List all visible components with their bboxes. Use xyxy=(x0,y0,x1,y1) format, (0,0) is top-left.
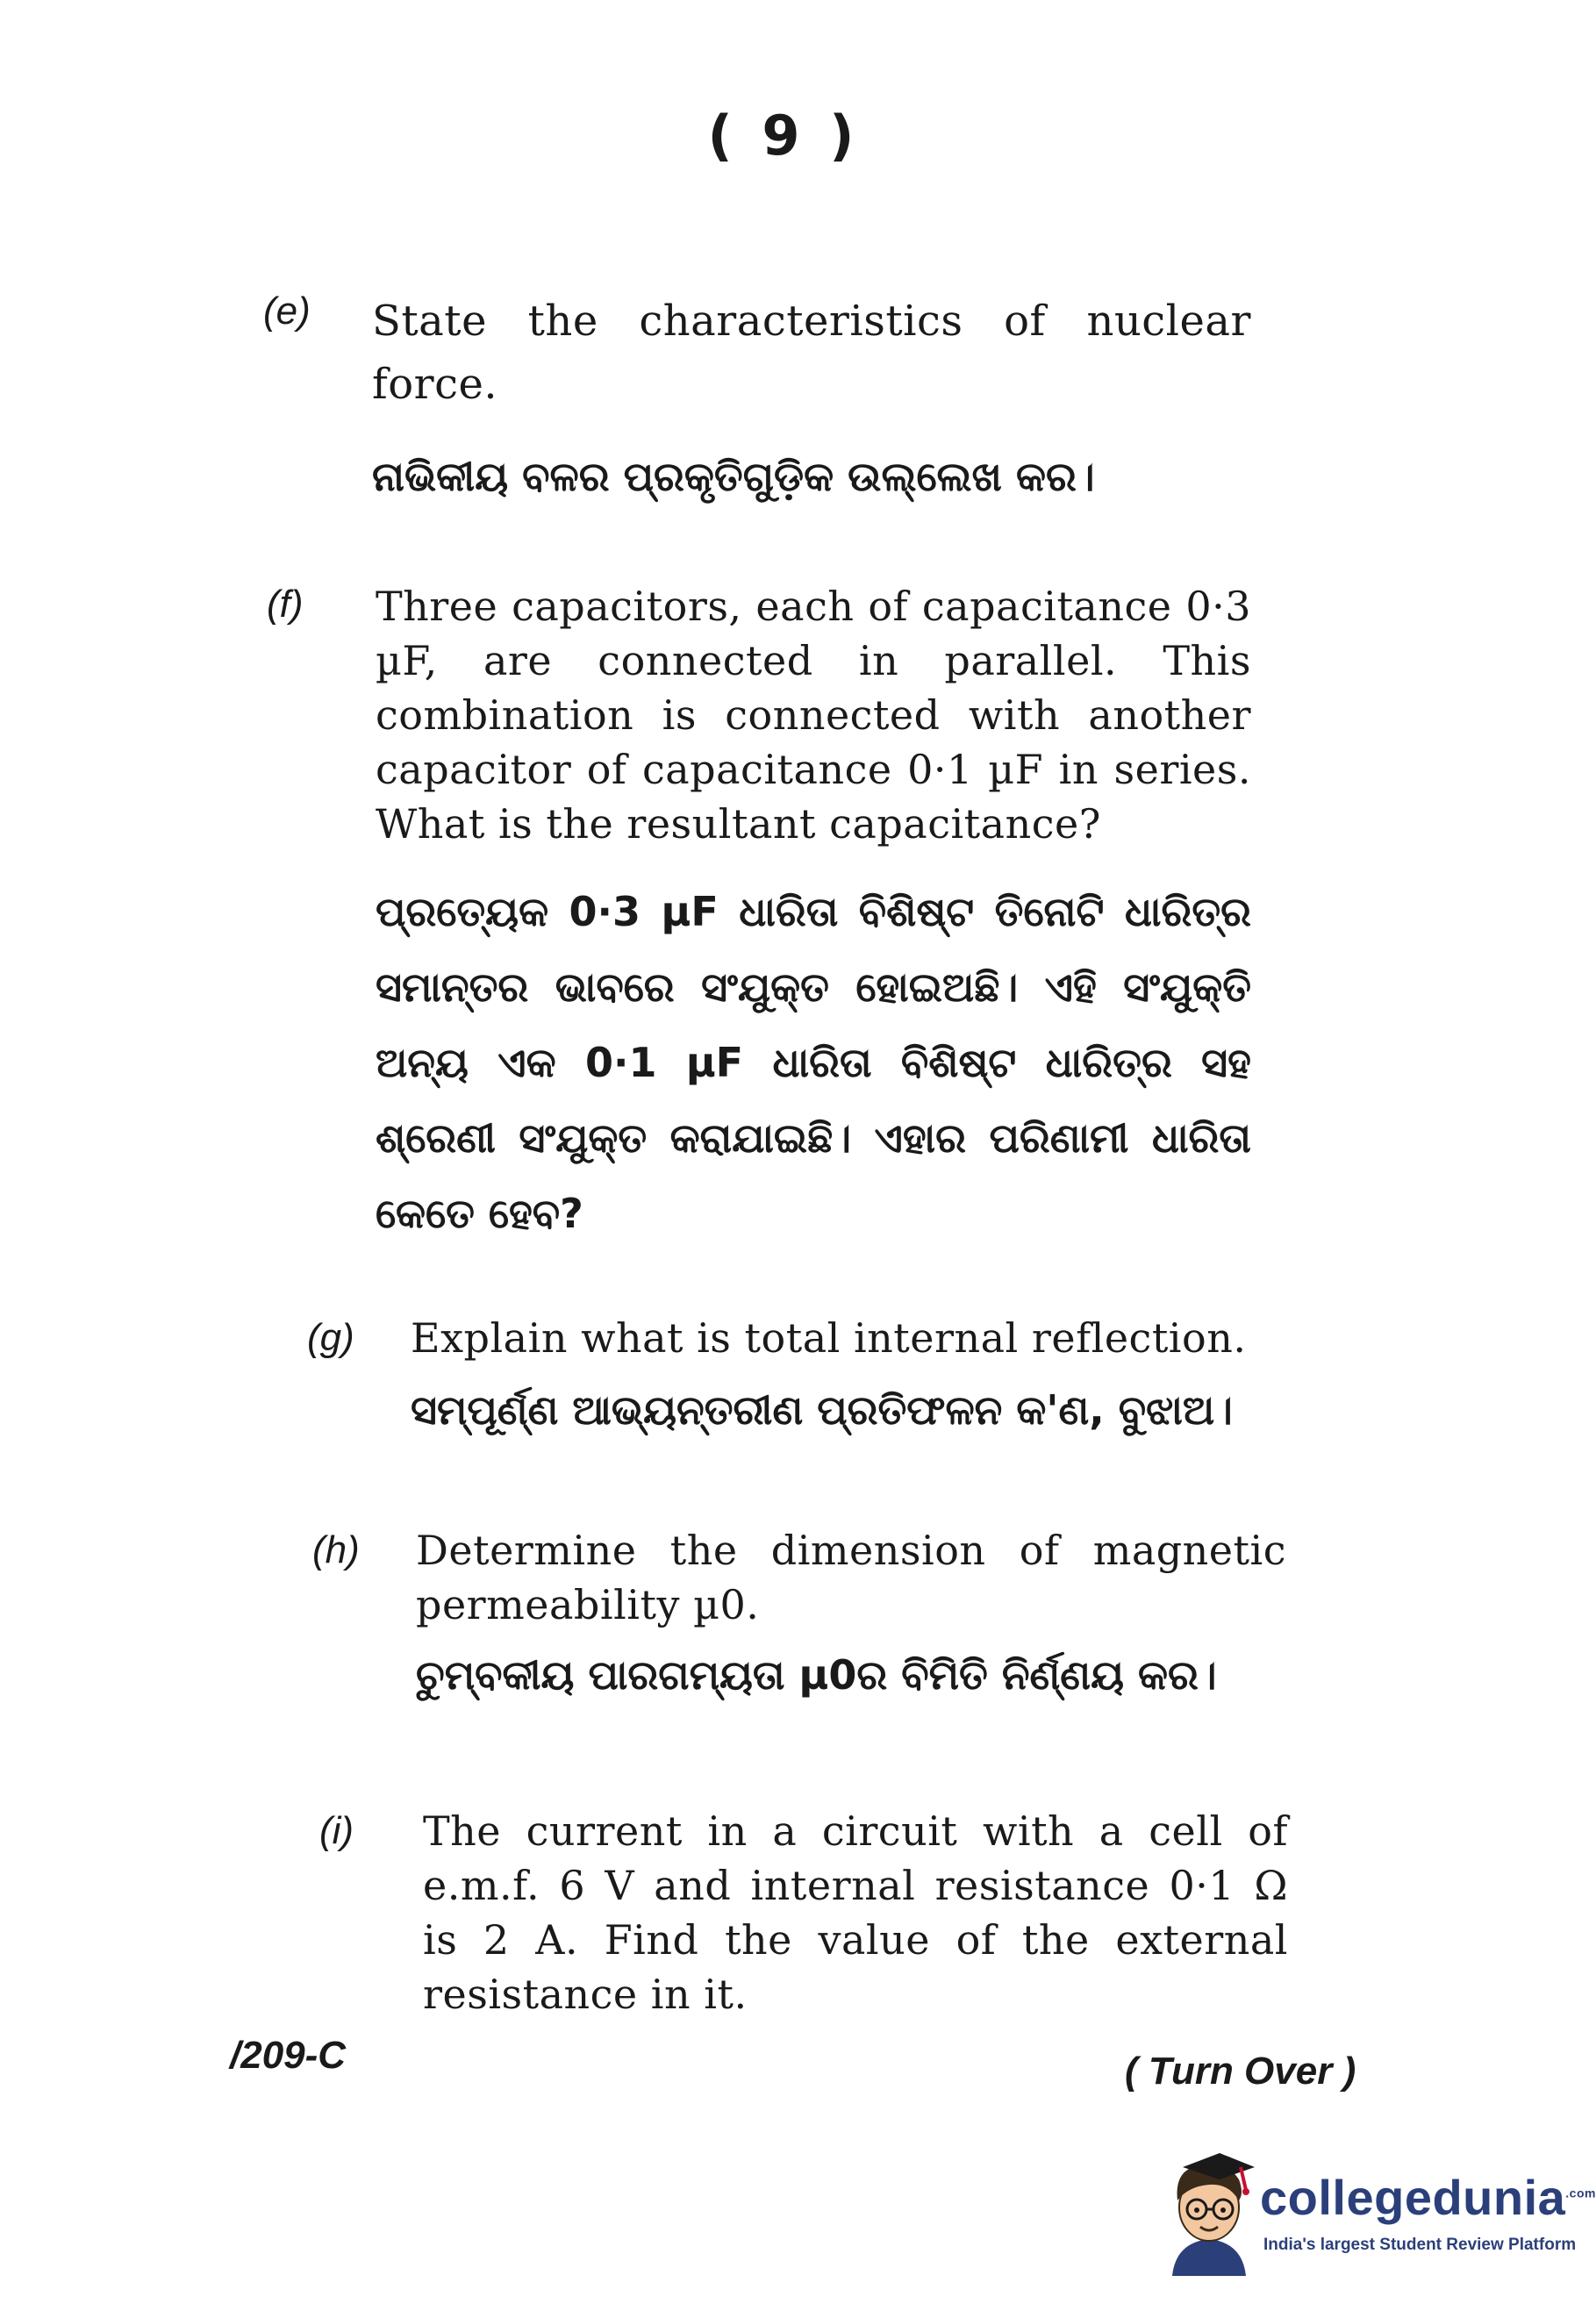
question-h xyxy=(312,1523,1286,1713)
question-g xyxy=(307,1311,1283,1448)
question-i xyxy=(319,1804,1288,2021)
question-label: (i) xyxy=(319,1809,354,1852)
question-text-odia: ସମ୍ପୂର୍ଣ୍ଣ ଆଭ୍ୟନ୍ତରୀଣ ପ୍ରତିଫଳନ କ'ଣ, ବୁଝାଅ। xyxy=(411,1386,1233,1434)
question-text-odia: ଚୁମ୍ବକୀୟ ପାରଗମ୍ୟତା µ0ର ବିମିତି ନିର୍ଣ୍ଣୟ କର। xyxy=(416,1651,1217,1699)
question-e xyxy=(263,290,1251,514)
paper-code: /209-C xyxy=(230,2034,347,2077)
question-text-english: The current in a circuit with a cell of e.m.f. 6 V and internal resistance 0·1 Ω is 2 A. Find the value of the external resistance in it. xyxy=(423,1807,1288,2018)
watermark-brand xyxy=(1260,2169,1596,2226)
question-text-odia: ପ୍ରତ୍ୟେକ 0·3 µF ଧାରିତା ବିଶିଷ୍ଟ ତିନୋଟି ଧାରିତ୍ର ସମାନ୍ତର ଭାବରେ ସଂଯୁକ୍ତ ହୋଇଅଛି। ଏହି ସଂଯୁକ୍ତି ଅନ୍ୟ ଏକ 0·1 µF ଧାରିତା ବିଶିଷ୍ଟ ଧାରିତ୍ର ସହ ଶ୍ରେଣୀ ସଂଯୁକ୍ତ କରାଯାଇଛି। ଏହାର ପରିଣାମୀ ଧାରିତା କେତେ ହେବ? xyxy=(376,888,1251,1237)
question-label: (f) xyxy=(267,583,304,626)
question-text-english: Explain what is total internal reflection. xyxy=(411,1314,1247,1362)
question-text-english: State the characteristics of nuclear force. xyxy=(372,297,1251,409)
watermark-tagline: India's largest Student Review Platform xyxy=(1263,2236,1577,2254)
page-number: ( 9 ) xyxy=(707,104,860,168)
question-label: (e) xyxy=(263,290,311,333)
collegedunia-watermark xyxy=(1156,2144,1596,2276)
watermark-brand-text: collegedunia xyxy=(1260,2170,1566,2225)
question-label: (g) xyxy=(307,1316,354,1359)
question-label: (h) xyxy=(312,1528,360,1571)
question-text-english: Three capacitors, each of capacitance 0·3 µF, are connected in parallel. This combination is connected with another capacitor of capacitance 0·1 µF in series. What is the resultant capacitance? xyxy=(376,583,1251,848)
question-text-english: Determine the dimension of magnetic permeability µ0. xyxy=(416,1527,1286,1628)
turn-over-label: ( Turn Over ) xyxy=(1125,2050,1356,2093)
question-f xyxy=(267,579,1251,1251)
watermark-domain-suffix: .com xyxy=(1565,2186,1596,2200)
student-mascot-icon xyxy=(1156,2144,1262,2276)
question-text-odia: ନାଭିକୀୟ ବଳର ପ୍ରକୃତିଗୁଡ଼ିକ ଉଲ୍ଲେଖ କର। xyxy=(372,453,1095,500)
